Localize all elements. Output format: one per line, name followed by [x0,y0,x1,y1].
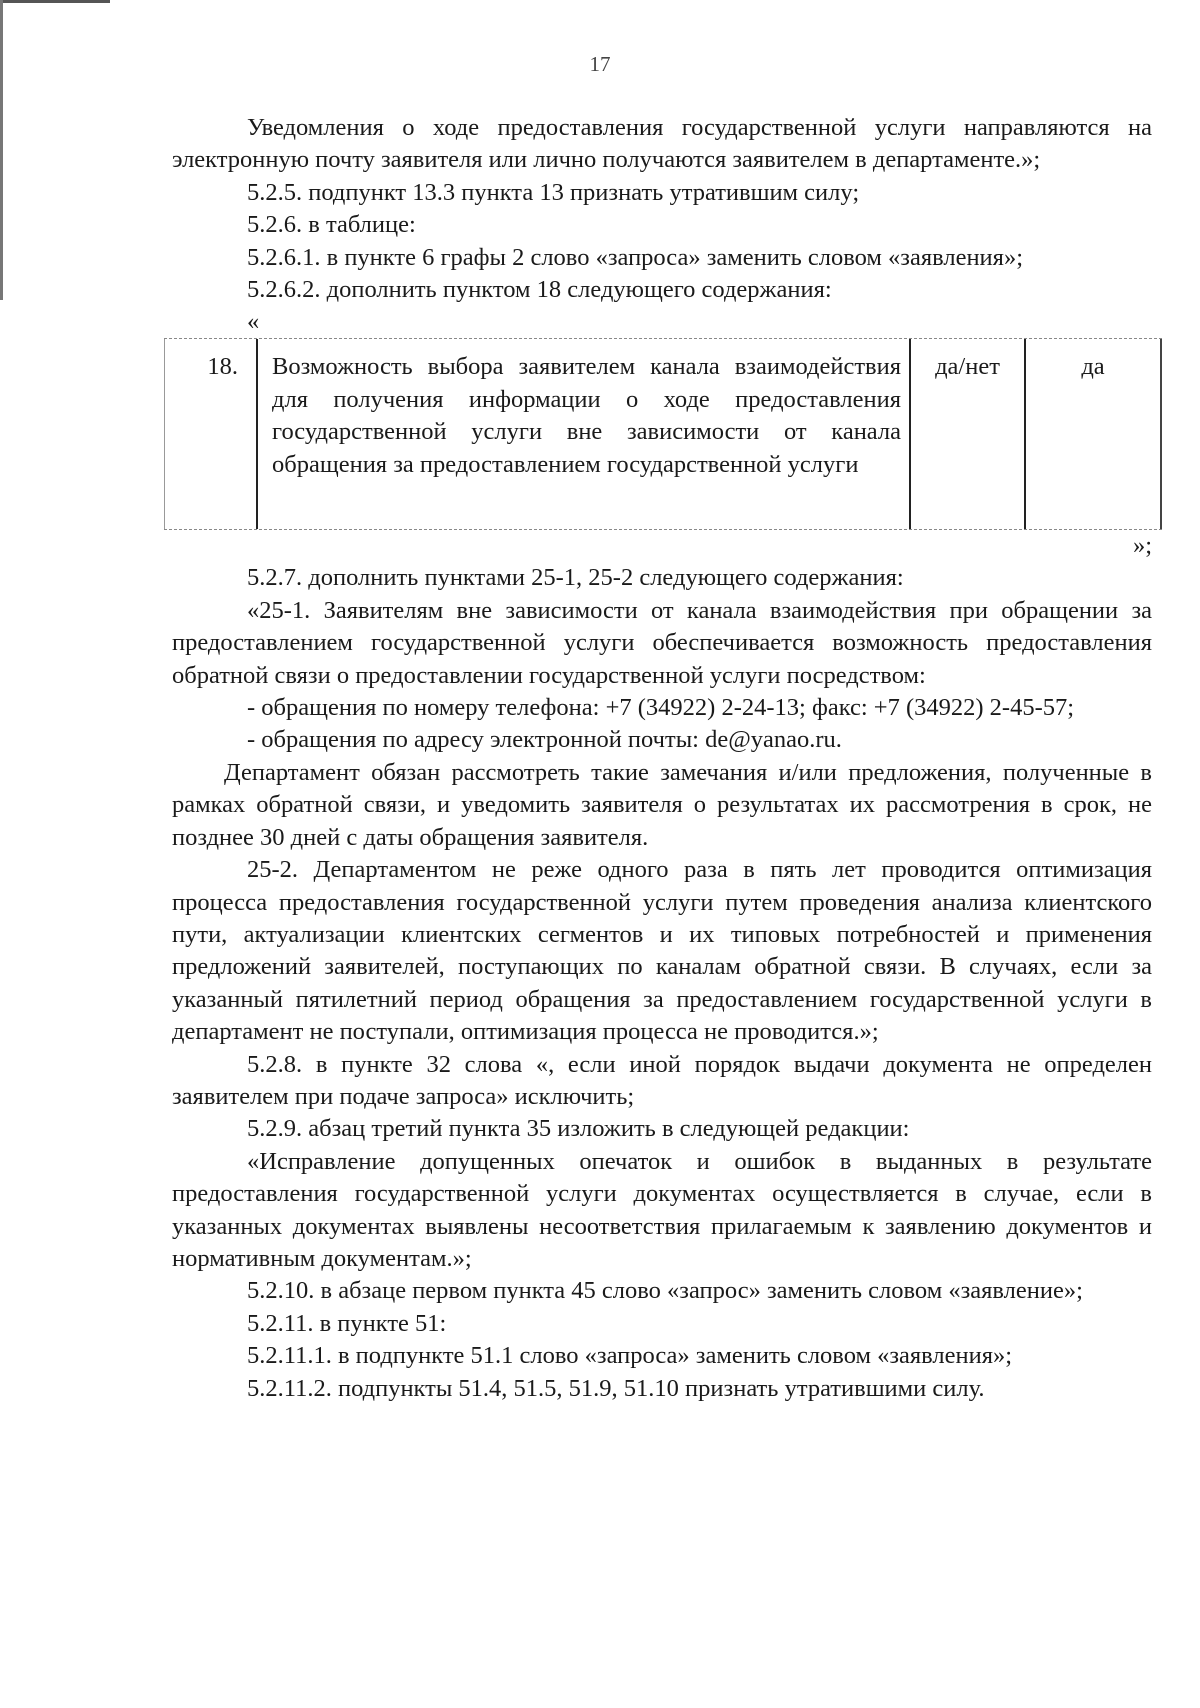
table-cell-number: 18. [164,339,256,529]
table-cell-value: да [1026,339,1162,529]
paragraph: 5.2.6. в таблице: [247,211,416,239]
paragraph: Уведомления о ходе предоставления государственной услуги направляются на электронную почту заявителя или лично получаются заявителем в департаменте.»; [172,114,1152,174]
paragraph: 5.2.8. в пункте 32 слова «, если иной порядок выдачи документа не определен заявителем при подаче запроса» исключить; [172,1050,1152,1110]
paragraph: «25-1. Заявителям вне зависимости от канала взаимодействия при обращении за предоставлением государственной услуги обеспечивается возможность предоставления обратной связи о предоставлении государственной услуги посредством: [172,596,1152,689]
paragraph: 25-2. Департаментом не реже одного раза в пять лет проводится оптимизация процесса предоставления государственной услуги путем проведения анализа клиентского пути, актуализации клиентских сегментов и их типовых потребностей и применения предложений заявителей, поступающих по каналам обратной связи. В случаях, если за указанный пятилетний период обращения за предоставлением государственной услуги в департамент не поступали, оптимизация процесса не проводится.»; [172,856,1152,1046]
paragraph: 5.2.6.1. в пункте 6 графы 2 слово «запроса» заменить словом «заявления»; [247,243,1023,271]
paragraph: - обращения по адресу электронной почты: de@yanao.ru. [247,726,842,754]
page-number: 17 [589,52,611,76]
table-cell-description [256,339,911,529]
paragraph: 5.2.5. подпункт 13.3 пункта 13 признать утратившим силу; [247,178,860,206]
table-cell-type: да/нет [911,339,1026,529]
paragraph: 5.2.11.2. подпункты 51.4, 51.5, 51.9, 51.10 признать утратившими силу. [247,1374,985,1402]
scan-edge-mark [0,0,3,300]
paragraph: 5.2.6.2. дополнить пунктом 18 следующего содержания: [247,276,832,304]
paragraph: «Исправление допущенных опечаток и ошибок в выданных в результате предоставления государственной услуги документах осуществляется в случае, если в указанных документах выявлены несоответствия прилагаемым к заявлению документов и нормативным документам.»; [172,1147,1152,1272]
paragraph: Департамент обязан рассмотреть такие замечания и/или предложения, полученные в рамках обратной связи, и уведомить заявителя о результатах их рассмотрения в срок, не позднее 30 дней с даты обращения заявителя. [172,758,1152,851]
table-cell-description-text: Возможность выбора заявителем канала взаимодействия для получения информации о ходе предоставления государственной услуги вне зависимости от канала обращения за предоставлением государственной услуги [272,353,901,478]
paragraph: 5.2.9. абзац третий пункта 35 изложить в следующей редакции: [247,1115,910,1143]
paragraph: 5.2.11.1. в подпункте 51.1 слово «запроса» заменить словом «заявления»; [247,1342,1013,1370]
paragraph: 5.2.11. в пункте 51: [247,1309,447,1337]
paragraph: 5.2.10. в абзаце первом пункта 45 слово «запрос» заменить словом «заявление»; [247,1277,1083,1305]
inserted-table-row [164,338,1162,530]
table-open-quote: « [247,308,260,336]
scan-edge-mark [0,0,110,3]
table-close-quote: »; [1132,532,1152,560]
paragraph: - обращения по номеру телефона: +7 (34922) 2-24-13; факс: +7 (34922) 2-45-57; [247,694,1075,722]
document-body [172,112,1152,1405]
paragraph: 5.2.7. дополнить пунктами 25-1, 25-2 следующего содержания: [247,564,904,592]
